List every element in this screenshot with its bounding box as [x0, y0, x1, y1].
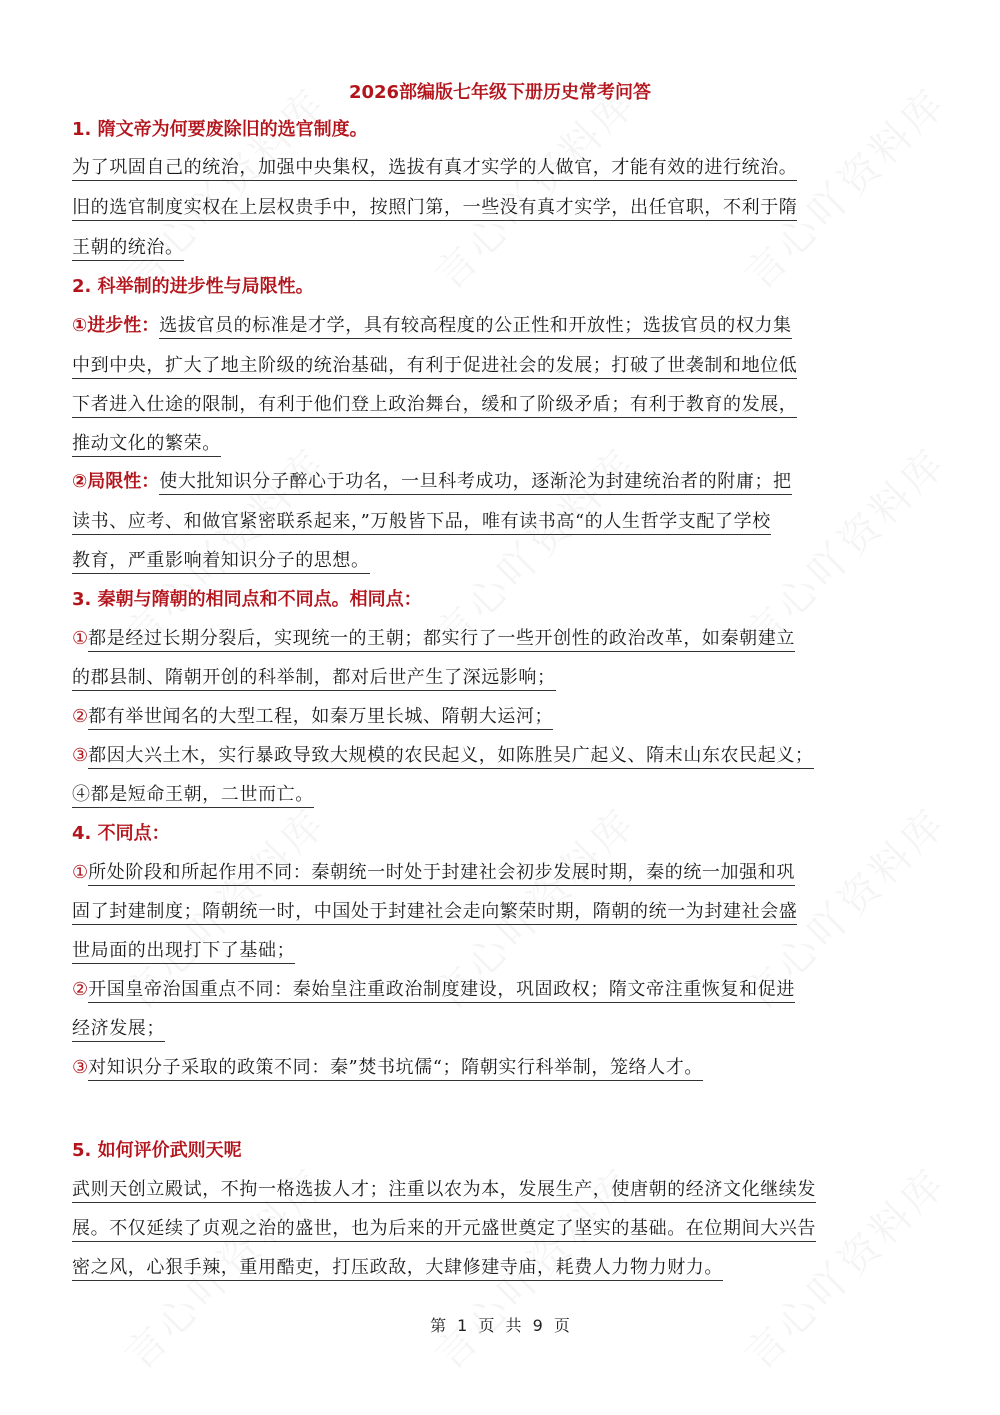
circled-marker: ① — [72, 628, 89, 649]
section-4-line: 固了封建制度；隋朝统一时，中国处于封建社会走向繁荣时期，隋朝的统一为封建社会盛 — [72, 901, 797, 925]
section-4-line: 世局面的出现打下了基础； — [72, 940, 295, 964]
circled-marker: ④ — [72, 784, 91, 808]
section-2-line: 教育，严重影响着知识分子的思想。 — [72, 550, 370, 574]
section-1-line: 旧的选官制度实权在上层权贵手中，按照门第，一些没有真才实学，出任官职，不利于隋 — [72, 197, 797, 221]
section-5-heading: 5. 如何评价武则天呢 — [72, 1140, 242, 1161]
section-4-line: 经济发展； — [72, 1018, 165, 1042]
section-2-line: 推动文化的繁荣。 — [72, 433, 221, 457]
circled-marker: ③ — [72, 745, 89, 766]
section-4-line: 开国皇帝治国重点不同：秦始皇注重政治制度建设，巩固政权；隋文帝注重恢复和促进 — [88, 979, 795, 1003]
section-5-line: 密之风，心狠手辣，重用酷吏，打压政敌，大肆修建寺庙，耗费人力物力财力。 — [72, 1257, 723, 1281]
section-4-line: 所处阶段和所起作用不同：秦朝统一时处于封建社会初步发展时期，秦的统一加强和巩 — [88, 862, 795, 886]
section-2-line: 下者进入仕途的限制，有利于他们登上政治舞台，缓和了阶级矛盾；有利于教育的发展， — [72, 394, 797, 418]
page-footer: 第 1 页 共 9 页 — [430, 1316, 570, 1335]
section-3-line: 的郡县制、隋朝开创的科举制，都对后世产生了深远影响； — [72, 667, 556, 691]
section-2-line: 使大批知识分子醉心于功名，一旦科考成功，逐渐沦为封建统治者的附庸；把 — [159, 471, 791, 495]
section-4-line: 对知识分子采取的政策不同：秦”焚书坑儒“；隋朝实行科举制，笼络人才。 — [88, 1057, 703, 1081]
section-3-line: 都是经过长期分裂后，实现统一的王朝；都实行了一些开创性的政治改革，如秦朝建立 — [88, 628, 795, 652]
circled-marker: ② — [72, 706, 89, 727]
section-5-line: 展。不仅延续了贞观之治的盛世，也为后来的开元盛世奠定了坚实的基础。在位期间大兴告 — [72, 1218, 816, 1242]
circled-marker: ② — [72, 979, 89, 1000]
section-1-line: 王朝的统治。 — [72, 237, 184, 261]
section-2-heading: 2. 科举制的进步性与局限性。 — [72, 276, 314, 297]
section-3-heading: 3. 秦朝与隋朝的相同点和不同点。相同点： — [72, 589, 422, 610]
section-1-line: 为了巩固自己的统治，加强中央集权，选拔有真才实学的人做官，才能有效的进行统治。 — [72, 157, 797, 181]
section-2-line: 读书、应考、和做官紧密联系起来，”万般皆下品，唯有读书高“的人生哲学支配了学校 — [72, 511, 771, 535]
section-2-line: 选拔官员的标准是才学，具有较高程度的公正性和开放性；选拔官员的权力集 — [159, 315, 791, 339]
progress-label: ①进步性： — [72, 315, 160, 336]
section-3-line: 都有举世闻名的大型工程，如秦万里长城、隋朝大运河； — [88, 706, 553, 730]
circled-marker: ① — [72, 862, 89, 883]
section-4-heading: 4. 不同点： — [72, 823, 170, 844]
limitation-label: ②局限性： — [72, 471, 160, 492]
section-3-line: 都是短命王朝，二世而亡。 — [91, 784, 314, 808]
document-title: 2026部编版七年级下册历史常考问答 — [348, 82, 652, 103]
section-2-line: 中到中央，扩大了地主阶级的统治基础，有利于促进社会的发展；打破了世袭制和地位低 — [72, 355, 797, 379]
section-5-line: 武则天创立殿试，不拘一格选拔人才；注重以农为本，发展生产，使唐朝的经济文化继续发 — [72, 1179, 816, 1203]
circled-marker: ③ — [72, 1057, 89, 1078]
section-3-line: 都因大兴土木，实行暴政导致大规模的农民起义，如陈胜吴广起义、隋末山东农民起义； — [88, 745, 813, 769]
section-1-heading: 1. 隋文帝为何要废除旧的选官制度。 — [72, 119, 368, 140]
